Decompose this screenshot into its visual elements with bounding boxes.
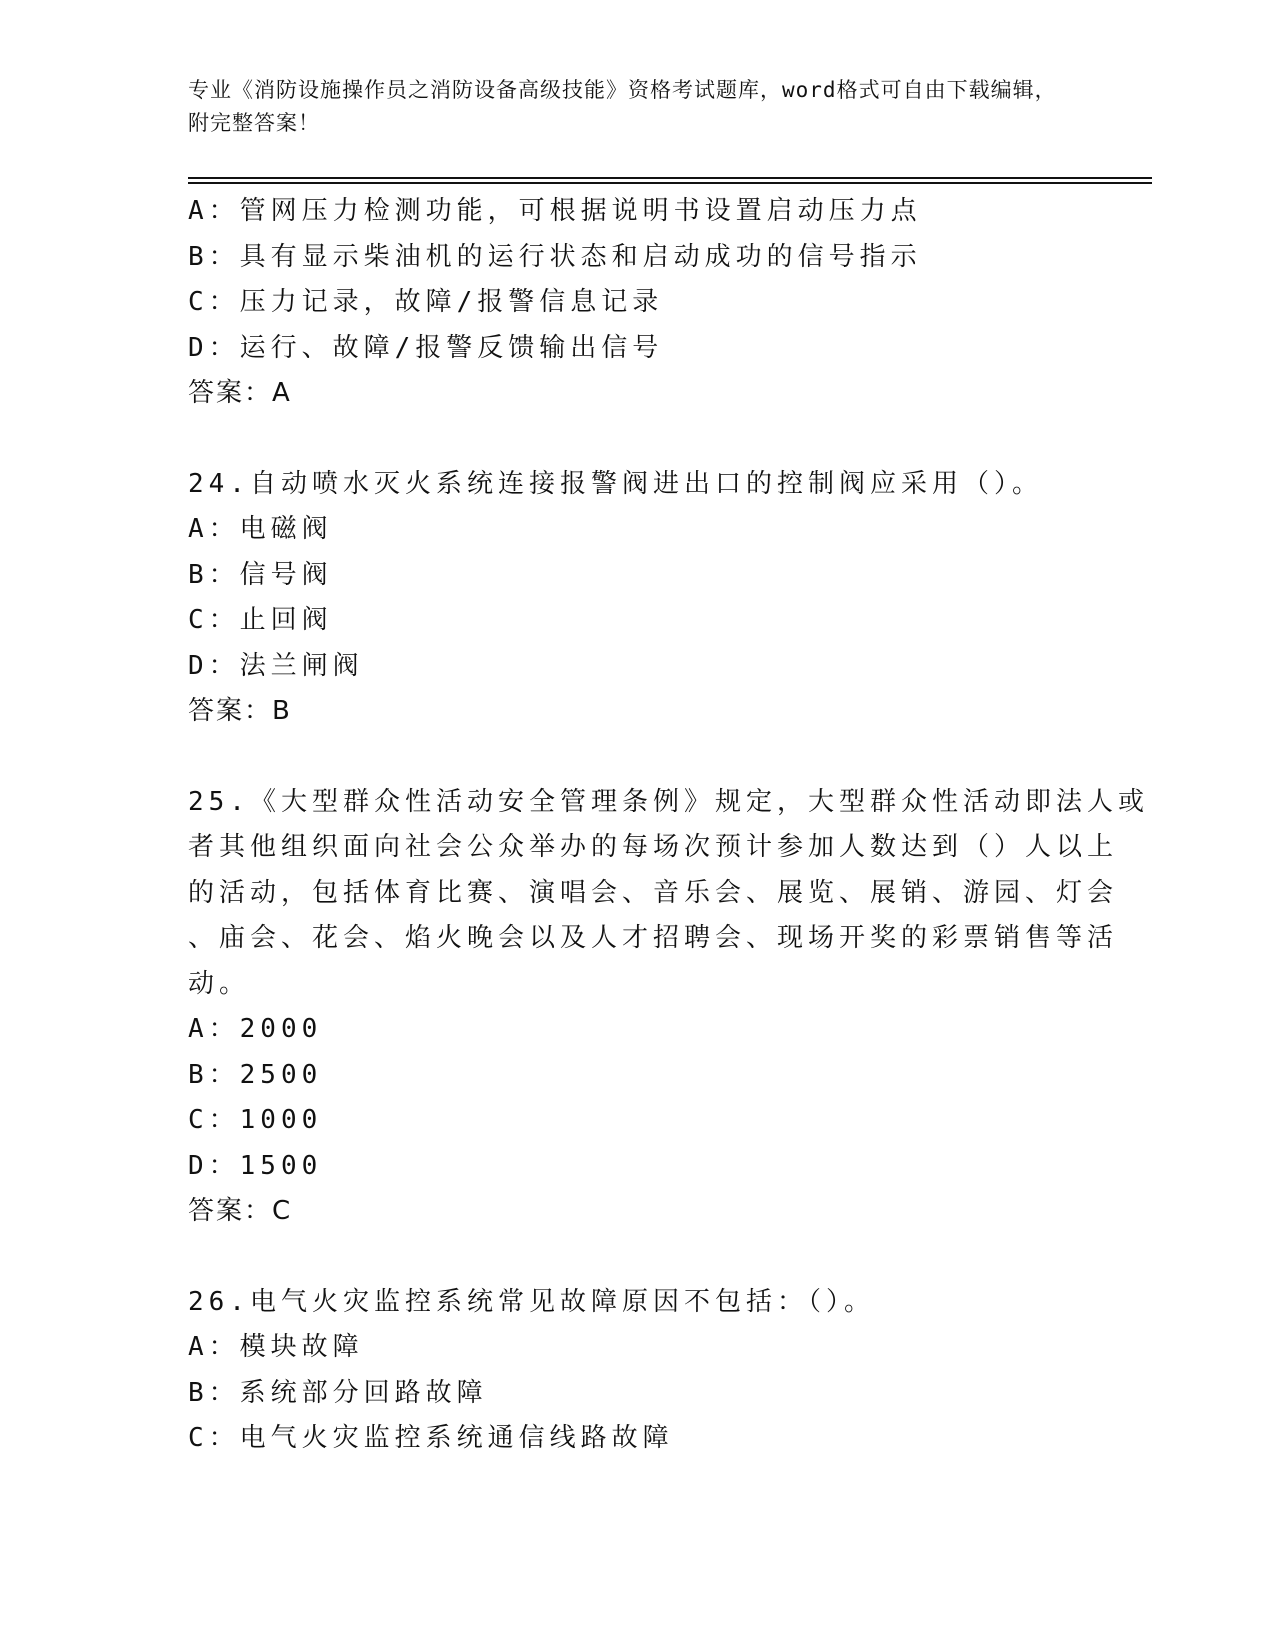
document-header: 专业《消防设施操作员之消防设备高级技能》资格考试题库，word格式可自由下载编辑，附完整答案！ [188, 78, 1057, 135]
option-c: C：电气火灾监控系统通信线路故障 [188, 1423, 674, 1453]
header-rule-top [188, 177, 1152, 179]
question-25 [188, 780, 1149, 1235]
question-text-line: 的活动，包括体育比赛、演唱会、音乐会、展览、展销、游园、灯会 [188, 877, 1119, 908]
option-d: D：1500 [188, 1150, 323, 1181]
option-d: D：运行、故障/报警反馈输出信号 [188, 332, 664, 363]
answer: 答案：A [188, 378, 292, 408]
answer: 答案：C [188, 1196, 293, 1226]
question-26 [188, 1280, 1088, 1462]
option-b: B：系统部分回路故障 [188, 1377, 488, 1408]
question-text: 24.自动喷水灭火系统连接报警阀进出口的控制阀应采用（）。 [188, 468, 1043, 499]
question-23 [188, 189, 1088, 417]
question-text-line: 动。 [188, 968, 251, 999]
question-list [188, 189, 1149, 1462]
question-text-line: 者其他组织面向社会公众举办的每场次预计参加人数达到（）人以上 [188, 832, 1119, 862]
question-text-line: 、庙会、花会、焰火晚会以及人才招聘会、现场开奖的彩票销售等活 [188, 923, 1119, 953]
option-a: A：电磁阀 [188, 514, 333, 544]
option-a: A：2000 [188, 1014, 323, 1044]
header-rule-bottom [188, 182, 1152, 184]
answer: 答案：B [188, 696, 292, 726]
option-a: A：模块故障 [188, 1332, 364, 1362]
option-b: B：2500 [188, 1059, 323, 1090]
option-c: C：止回阀 [188, 605, 333, 635]
question-24 [188, 462, 1088, 735]
question-text-line: 25.《大型群众性活动安全管理条例》规定，大型群众性活动即法人或 [188, 786, 1149, 817]
option-c: C：1000 [188, 1105, 323, 1135]
option-d: D：法兰闸阀 [188, 650, 364, 681]
option-a: A：管网压力检测功能，可根据说明书设置启动压力点 [188, 196, 922, 226]
question-text: 26.电气火灾监控系统常见故障原因不包括：（）。 [188, 1286, 875, 1317]
option-c: C：压力记录，故障/报警信息记录 [188, 287, 664, 317]
option-b: B：具有显示柴油机的运行状态和启动成功的信号指示 [188, 241, 922, 272]
option-b: B：信号阀 [188, 559, 333, 590]
